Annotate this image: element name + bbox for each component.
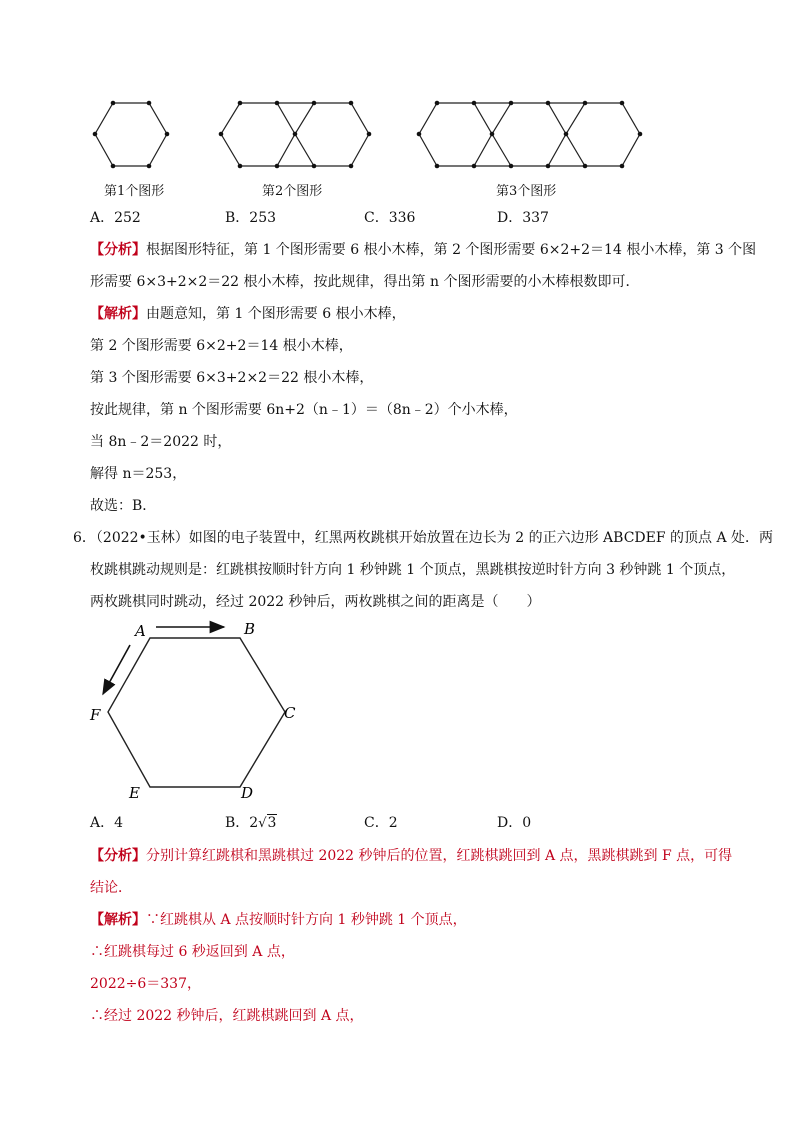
q5-solution-line2: 第 2 个图形需要 6×2+2＝14 根小木棒， xyxy=(90,338,353,354)
q5-solution-line5: 当 8n﹣2＝2022 时， xyxy=(90,434,232,450)
q5-analysis-line2: 形需要 6×3+2×2＝22 根小木棒，按此规律，得出第 n 个图形需要的小木棒根数即可． xyxy=(90,274,640,290)
q6-analysis-line2: 结论． xyxy=(90,880,132,896)
q6-option-b-radicand: 3 xyxy=(267,815,277,831)
vertex-a: A xyxy=(135,622,146,640)
vertex-b: B xyxy=(244,620,256,638)
solution-tag: 【解析】 xyxy=(90,306,146,322)
q5-solution xyxy=(90,303,406,323)
q5-solution-line1: 由题意知，第 1 个图形需要 6 根小木棒， xyxy=(146,306,406,322)
vertex-d: D xyxy=(241,784,254,802)
solution-tag: 【解析】 xyxy=(90,912,146,928)
q6-option-b xyxy=(225,812,277,832)
hexagon-abcdef-figure xyxy=(80,612,310,812)
q6-stem-line3: 两枚跳棋同时跳动，经过 2022 秒钟后，两枚跳棋之间的距离是（ ） xyxy=(90,594,541,610)
q6-analysis xyxy=(90,845,732,865)
q6-solution-line2: ∴红跳棋每过 6 秒返回到 A 点， xyxy=(90,944,295,960)
q5-option-d: D．337 xyxy=(497,210,549,226)
q5-option-a: A．252 xyxy=(90,210,141,226)
q5-solution-line4: 按此规律，第 n 个图形需要 6n+2（n﹣1）＝（8n﹣2）个小木棒， xyxy=(90,402,518,418)
sqrt-sign: √3 xyxy=(258,815,277,831)
analysis-tag: 【分析】 xyxy=(90,848,146,864)
hexagon-pattern-figure xyxy=(0,90,794,180)
q6-option-b-label: B．2 xyxy=(225,815,259,831)
q5-option-b: B．253 xyxy=(225,210,277,226)
q5-solution-line6: 解得 n＝253， xyxy=(90,466,187,482)
q6-stem-line1: 6．（2022•玉林）如图的电子装置中，红黑两枚跳棋开始放置在边长为 2 的正六边形 ABCDEF 的顶点 A 处．两 xyxy=(73,530,774,546)
q5-solution-line3: 第 3 个图形需要 6×3+2×2＝22 根小木棒， xyxy=(90,370,374,386)
vertex-e: E xyxy=(129,784,140,802)
q6-option-c: C．2 xyxy=(364,815,398,831)
q6-solution-line1: ∵红跳棋从 A 点按顺时针方向 1 秒钟跳 1 个顶点， xyxy=(146,912,467,928)
q5-analysis xyxy=(90,239,756,259)
figure-1-caption: 第1个图形 xyxy=(104,184,165,199)
q6-stem-line2: 枚跳棋跳动规则是：红跳棋按顺时针方向 1 秒钟跳 1 个顶点，黑跳棋按逆时针方向 3 秒钟跳 1 个顶点， xyxy=(90,562,736,578)
analysis-tag: 【分析】 xyxy=(90,242,146,258)
q5-option-c: C．336 xyxy=(364,210,416,226)
figure-3-caption: 第3个图形 xyxy=(496,184,557,199)
q5-analysis-line1: 根据图形特征，第 1 个图形需要 6 根小木棒，第 2 个图形需要 6×2+2＝14 根小木棒，第 3 个图 xyxy=(146,242,757,258)
figure-2-caption: 第2个图形 xyxy=(262,184,323,199)
counterclockwise-arrow xyxy=(103,645,130,694)
q6-solution-line4: ∴经过 2022 秒钟后，红跳棋跳回到 A 点， xyxy=(90,1008,364,1024)
q6-solution xyxy=(90,909,467,929)
q6-solution-line3: 2022÷6＝337， xyxy=(90,976,201,992)
q6-option-a: A．4 xyxy=(90,815,124,831)
q6-analysis-line1: 分别计算红跳棋和黑跳棋过 2022 秒钟后的位置，红跳棋跳回到 A 点，黑跳棋跳到 F 点，可得 xyxy=(146,848,733,864)
vertex-c: C xyxy=(284,704,296,722)
q6-option-d: D．0 xyxy=(497,815,532,831)
q5-solution-line7: 故选：B． xyxy=(90,498,157,514)
vertex-f: F xyxy=(90,706,101,724)
